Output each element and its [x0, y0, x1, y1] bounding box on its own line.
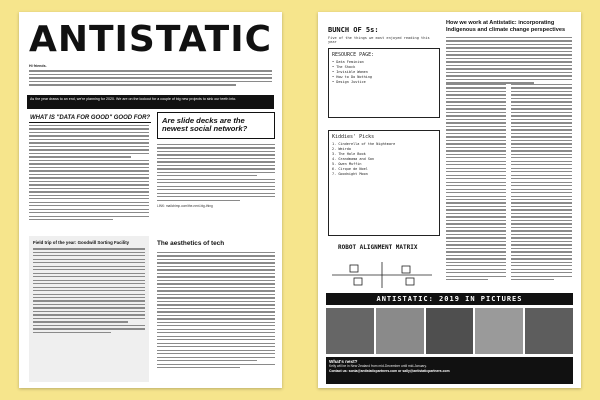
robot-icon: [402, 266, 410, 273]
list-item: 4. Grandmama and Son: [332, 157, 375, 161]
newsletter-page-right: [318, 12, 581, 388]
announcement-banner: As the year draws to an end, we're planning for 2020. We are on the lookout for a couple of big new projects to sink our teeth into.: [27, 95, 274, 109]
list-item: 6. Cirque de Noel: [332, 167, 368, 171]
list-item: • Invisible Women: [332, 70, 368, 74]
list-item: • Design Justice: [332, 80, 366, 84]
photo: [326, 308, 374, 354]
list-item: • The Shock: [332, 65, 356, 69]
robot-icon: [354, 278, 362, 285]
contact-line[interactable]: Contact us: sonia@antistaticpartners.com or sally@antistaticpartners.com: [329, 369, 450, 373]
indigenous-column: [446, 84, 506, 280]
why-article-body: [29, 125, 149, 220]
bunch-of-fives-title: BUNCH OF 5s:: [328, 26, 379, 34]
resource-page-box: [328, 48, 440, 118]
field-trip-title: Field trip of the year: Goodwill Sorting Facility: [33, 240, 130, 245]
aesthetics-body: [157, 252, 275, 368]
list-item: 5. Owen Muffin: [332, 162, 362, 166]
article-link[interactable]: LINK: mailchimp.com/the-next-big-thing: [157, 203, 213, 208]
field-trip-box: [29, 236, 149, 382]
photo-strip: [326, 308, 573, 354]
2019-in-pictures-banner: ANTISTATIC: 2019 IN PICTURES: [326, 293, 573, 305]
intro-lead: Hi friends.: [29, 64, 47, 68]
photo: [525, 308, 573, 354]
photo: [475, 308, 523, 354]
photo: [376, 308, 424, 354]
robot-alignment-matrix: [332, 262, 432, 288]
intro-paragraph: [29, 64, 272, 86]
aesthetics-title: The aesthetics of tech: [157, 240, 225, 247]
robot-alignment-title: ROBOT ALIGNMENT MATRIX: [338, 244, 418, 251]
robot-icon: [406, 278, 414, 285]
how-we-work-intro: [446, 37, 572, 84]
list-item: 2. Weirdo: [332, 147, 351, 151]
list-item: 7. Goodnight Moon: [332, 172, 368, 176]
photo: [426, 308, 474, 354]
how-we-work-title: How we work at Antistatic: incorporating Indigenous and climate change perspectives: [446, 20, 566, 33]
kiddies-picks-heading: Kiddies' Picks: [332, 134, 375, 140]
whats-next-text: Kelly will be in New Zealand from mid-December until mid-January.: [329, 364, 427, 368]
whats-next-title: What's next?: [329, 359, 358, 364]
list-item: 1. Cinderella of the Nightmare: [332, 142, 396, 146]
robot-icon: [350, 265, 358, 272]
climate-column: [511, 84, 572, 280]
bunch-of-fives-subtitle: Five of the things we most enjoyed reading this year: [328, 36, 430, 45]
list-item: • How to Do Nothing: [332, 75, 373, 79]
list-item: 3. The Hole Book: [332, 152, 366, 156]
slide-decks-title: Are slide decks are the newest social network?: [162, 116, 248, 134]
newsletter-page-left: [19, 12, 282, 388]
slide-decks-article: [157, 112, 275, 208]
list-item: • Data Feminism: [332, 60, 364, 64]
whats-next-box: [326, 357, 573, 384]
kiddies-picks-box: [328, 130, 440, 236]
resource-page-heading: RESOURCE PAGE:: [332, 52, 375, 58]
slide-decks-callout: [157, 112, 275, 139]
masthead-title: ANTISTATIC: [28, 19, 273, 60]
why-data-for-good-title: WHAT IS "DATA FOR GOOD" GOOD FOR?: [29, 115, 151, 121]
